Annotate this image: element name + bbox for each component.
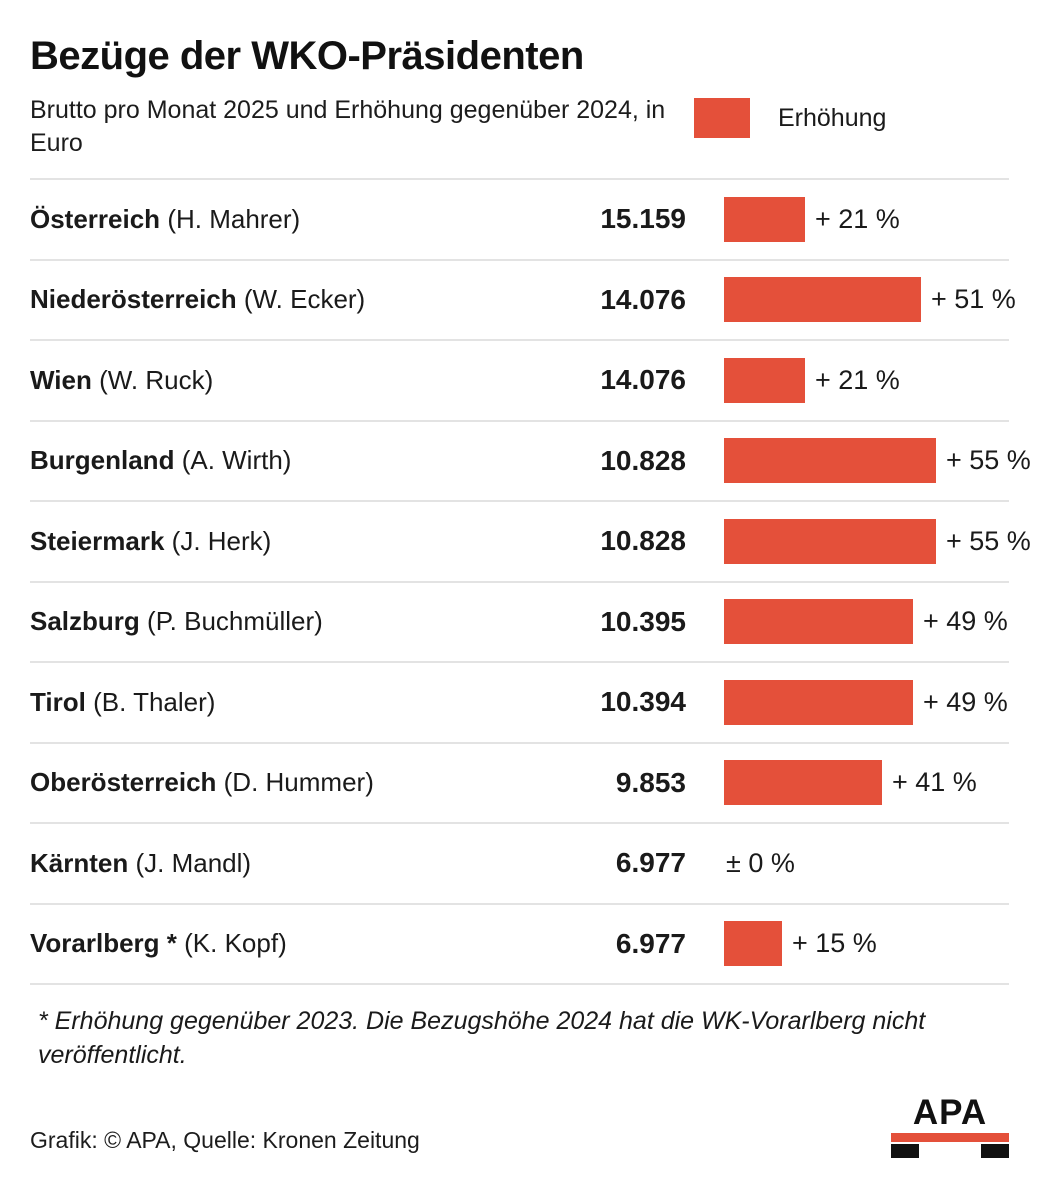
salary-value: 9.853 [615,766,686,798]
increase-bar [724,680,913,725]
bar-cell [692,848,1009,879]
bar-cell [692,438,1031,483]
increase-label: + 49 % [923,606,1008,637]
row-label [30,526,530,557]
salary-value: 6.977 [615,927,686,959]
region-name: Steiermark [30,525,165,556]
footnote: * Erhöhung gegenüber 2023. Die Bezugshöhe 2024 hat die WK-Vorarlberg nicht veröffentlicht. [38,1007,926,1069]
person-name: (J. Herk) [171,525,272,556]
region-name: Salzburg [30,606,140,637]
table-row [30,502,1031,583]
apa-logo-leg-right [981,1144,1009,1158]
bar-cell [692,680,1009,725]
row-label [30,365,530,396]
person-name: (W. Ruck) [99,364,214,395]
apa-logo-leg-left [891,1144,919,1158]
row-label [30,848,530,879]
region-name: Tirol [30,686,86,717]
person-name: (J. Mandl) [135,847,252,878]
bar-cell [692,197,1009,242]
increase-label: + 41 % [892,767,977,798]
bar-cell [692,921,1009,966]
row-label [30,445,530,476]
region-name: Vorarlberg * [30,928,177,959]
chart-subtitle: Brutto pro Monat 2025 und Erhöhung gegenüber 2024, in Euro [30,96,666,157]
increase-bar [724,277,921,322]
increase-bar [724,599,913,644]
person-name: (P. Buchmüller) [147,606,323,637]
salary-value: 14.076 [600,364,686,396]
increase-label: + 15 % [792,928,877,959]
table-row [30,905,1009,986]
page-title: Bezüge der WKO-Präsidenten [30,34,584,78]
person-name: (B. Thaler) [93,686,216,717]
increase-label: + 55 % [946,445,1031,476]
table-row [30,341,1009,422]
table-row [30,744,1009,825]
apa-logo [891,1092,1009,1158]
legend-swatch-erhoehung [694,98,750,138]
bar-cell [692,599,1009,644]
bar-cell [692,277,1016,322]
subheader [30,94,1009,160]
table-row [30,261,1016,342]
increase-bar [724,921,782,966]
row-label [30,767,530,798]
region-name: Oberösterreich [30,767,217,798]
person-name: (A. Wirth) [181,445,292,476]
increase-bar [724,760,882,805]
region-name: Wien [30,364,92,395]
salary-value: 10.828 [600,444,686,476]
increase-bar [724,519,936,564]
increase-bar [724,438,936,483]
table-row [30,824,1009,905]
table-row [30,422,1031,503]
bar-cell [692,358,1009,403]
apa-logo-bar [891,1133,1009,1142]
source-credit: Grafik: © APA, Quelle: Kronen Zeitung [30,1126,420,1153]
salary-value: 15.159 [600,203,686,235]
region-name: Österreich [30,203,161,234]
row-label [30,204,530,235]
footer [30,1092,1009,1158]
person-name: (K. Kopf) [184,928,287,959]
table-row [30,583,1009,664]
legend-label-erhoehung: Erhöhung [778,103,887,132]
chart-legend [694,98,886,138]
salary-value: 10.828 [600,525,686,557]
salary-value: 14.076 [600,283,686,315]
person-name: (W. Ecker) [243,284,366,315]
person-name: (D. Hummer) [223,767,374,798]
increase-label: + 21 % [815,364,900,395]
region-name: Burgenland [30,445,175,476]
bar-cell [692,760,1009,805]
data-table [30,178,1031,985]
salary-value: 6.977 [615,847,686,879]
apa-logo-legs [891,1144,1009,1158]
increase-bar [724,358,805,403]
salary-value: 10.395 [600,605,686,637]
region-name: Niederösterreich [30,284,237,315]
region-name: Kärnten [30,847,129,878]
increase-label: + 55 % [946,525,1031,556]
increase-label: + 51 % [931,284,1016,315]
table-row [30,663,1009,744]
row-label [30,687,530,718]
increase-label: + 21 % [815,203,900,234]
table-row [30,180,1009,261]
salary-value: 10.394 [600,686,686,718]
row-label [30,928,530,959]
apa-logo-text: APA [912,1092,988,1132]
row-label [30,606,530,637]
row-label [30,284,530,315]
bar-cell [692,519,1031,564]
increase-label: ± 0 % [726,847,795,878]
increase-label: + 49 % [923,686,1008,717]
person-name: (H. Mahrer) [167,203,301,234]
increase-bar [724,197,805,242]
